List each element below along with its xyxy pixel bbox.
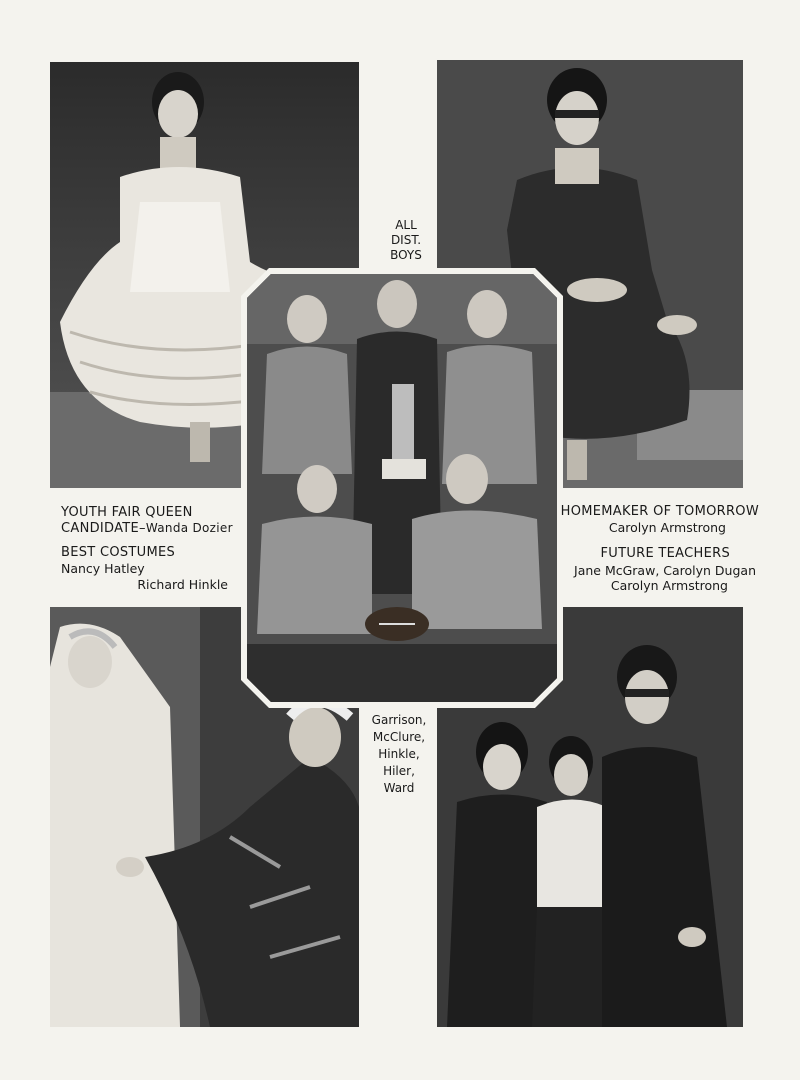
- queen-caption-name: Wanda Dozier: [145, 521, 233, 535]
- teachers-caption-title: FUTURE TEACHERS: [600, 546, 730, 561]
- boy-name: Ward: [383, 781, 415, 795]
- boys-title-line: BOYS: [390, 248, 422, 262]
- queen-caption-title: YOUTH FAIR QUEEN: [61, 505, 193, 520]
- homemaker-caption-name: Carolyn Armstrong: [608, 520, 726, 535]
- boy-name: Hinkle,: [378, 747, 420, 761]
- photo-all-district-boys-frame: [241, 268, 563, 708]
- photo-all-district-boys: [247, 274, 557, 702]
- boys-title-line: ALL: [395, 218, 417, 232]
- queen-caption-label: CANDIDATE–: [61, 521, 146, 536]
- boys-title-line: DIST.: [390, 233, 422, 247]
- costumes-caption-name-2: Richard Hinkle: [137, 577, 228, 592]
- homemaker-caption-title: HOMEMAKER OF TOMORROW: [560, 504, 759, 519]
- costumes-caption-name-1: Nancy Hatley: [61, 561, 145, 576]
- boy-name: McClure,: [372, 730, 426, 744]
- teachers-caption-names-2: Carolyn Armstrong: [610, 578, 728, 593]
- teachers-caption-names-1: Jane McGraw, Carolyn Dugan: [574, 563, 756, 578]
- queen-caption-line2: [61, 521, 233, 536]
- all-district-boys-title: [380, 218, 432, 263]
- all-district-boys-names: [366, 712, 432, 797]
- boy-name: Hiler,: [383, 764, 415, 778]
- costumes-caption-title: BEST COSTUMES: [61, 545, 176, 560]
- boy-name: Garrison,: [371, 713, 427, 727]
